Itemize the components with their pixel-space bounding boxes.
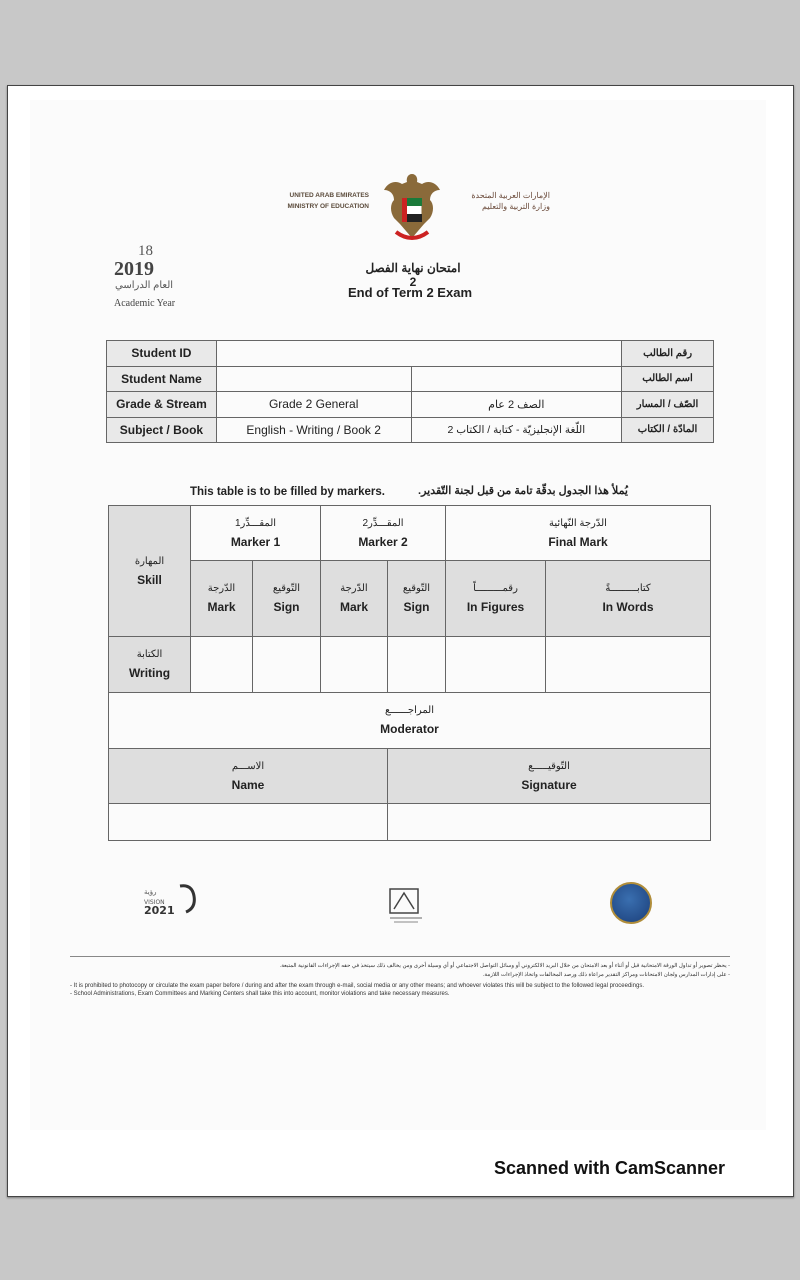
marker2-sign-header: التّوقيع Sign bbox=[388, 561, 446, 637]
writing-marker1-mark[interactable] bbox=[191, 637, 253, 693]
writing-marker1-sign[interactable] bbox=[253, 637, 321, 693]
marker2-header: المقـــدِّر2 Marker 2 bbox=[321, 506, 446, 561]
subject-label: Subject / Book bbox=[107, 417, 217, 443]
markers-note-en: This table is to be filled by markers. bbox=[190, 486, 385, 498]
moderator-signature-field[interactable] bbox=[388, 804, 711, 841]
exam-paper bbox=[30, 100, 766, 1130]
svg-text:رؤية: رؤية bbox=[144, 888, 157, 896]
grade-value-ar: الصف 2 عام bbox=[411, 392, 622, 418]
svg-text:2021: 2021 bbox=[144, 904, 175, 917]
student-id-label: Student ID bbox=[107, 341, 217, 367]
exam-title-ar: امتحان نهاية الفصل 2 bbox=[365, 261, 461, 289]
footer-divider bbox=[70, 956, 730, 957]
legal-warning-ar: - يحظر تصوير أو تداول الورقة الامتحانية قبل أو أثناء أو بعد الامتحان من خلال البريد الالكتروني أو وسائل التواصل الاجتماعي أو أي وسيلة أخرى ومن يخالف ذلك سيتخذ في حقه الإجراءات القانونية المتبعة. - على إدارات المدارس ولجان الامتحانات ومراكز التقدير مراعاة ذلك ورصد المخالفات واتخاذ الإجراءات اللازمة. bbox=[279, 963, 730, 978]
writing-final-words[interactable] bbox=[546, 637, 711, 693]
grade-label: Grade & Stream bbox=[107, 392, 217, 418]
ministry-name-en: UNITED ARAB EMIRATES MINISTRY OF EDUCATION bbox=[287, 192, 369, 210]
vision-2021-logo-icon bbox=[142, 882, 204, 918]
grade-label-ar: الصّف / المسار bbox=[622, 392, 714, 418]
exam-title-en: End of Term 2 Exam bbox=[347, 285, 472, 300]
marker1-mark-header: الدّرجة Mark bbox=[191, 561, 253, 637]
final-mark-header: الدّرجة النّهائية Final Mark bbox=[446, 506, 711, 561]
final-words-header: كتابـــــــــةً In Words bbox=[546, 561, 711, 637]
writing-skill-label: الكتابة Writing bbox=[109, 637, 191, 693]
student-name-field[interactable] bbox=[216, 366, 411, 392]
marker1-sign-header: التّوقيع Sign bbox=[253, 561, 321, 637]
ministry-book-logo-icon bbox=[386, 885, 426, 925]
subject-value-en: English - Writing / Book 2 bbox=[216, 417, 411, 443]
student-name-field-ar[interactable] bbox=[411, 366, 622, 392]
final-figures-header: رقمـــــــــاً In Figures bbox=[446, 561, 546, 637]
moderator-signature-header: التّوقيـــــع Signature bbox=[388, 749, 711, 804]
school-seal-icon bbox=[610, 882, 652, 924]
grade-value-en: Grade 2 General bbox=[216, 392, 411, 418]
moderator-header: المراجــــــع Moderator bbox=[109, 693, 711, 749]
marker2-mark-header: الدّرجة Mark bbox=[321, 561, 388, 637]
ministry-name-ar: الإمارات العربية المتحدة وزارة التربية والتعليم bbox=[471, 191, 550, 211]
moderator-name-field[interactable] bbox=[109, 804, 388, 841]
marks-table bbox=[108, 505, 711, 841]
academic-year: 2019 bbox=[114, 258, 154, 280]
marker1-header: المقـــدِّر1 Marker 1 bbox=[191, 506, 321, 561]
writing-marker2-mark[interactable] bbox=[321, 637, 388, 693]
subject-label-ar: المادّة / الكتاب bbox=[622, 417, 714, 443]
student-id-field[interactable] bbox=[216, 341, 621, 367]
subject-value-ar: اللّغة الإنجليزيّة - كتابة / الكتاب 2 bbox=[411, 417, 622, 443]
svg-text:VISION: VISION bbox=[144, 899, 165, 906]
academic-year-label-en: Academic Year bbox=[114, 298, 176, 309]
academic-year-label-ar: العام الدراسي bbox=[115, 280, 174, 291]
student-id-label-ar: رقم الطالب bbox=[622, 341, 714, 367]
markers-note-ar: يُملأ هذا الجدول بدقّة تامة من قبل لجنة التّقدير. bbox=[418, 485, 628, 497]
legal-warning-en: - It is prohibited to photocopy or circulate the exam paper before / during and after the exam through e-mail, social media or any other means; and whoever violates this will be subject to the followed legal proceedings. - School Administrations, Exam Committees and Marking Centers shall take this into account, monitor violations and take necessary measures. bbox=[70, 983, 644, 997]
writing-final-figures[interactable] bbox=[446, 637, 546, 693]
skill-header: المهارة Skill bbox=[109, 506, 191, 637]
uae-emblem-icon bbox=[382, 168, 442, 248]
student-name-label: Student Name bbox=[107, 366, 217, 392]
moderator-name-header: الاســـم Name bbox=[109, 749, 388, 804]
academic-year-top: 18 bbox=[138, 243, 153, 259]
camscanner-watermark: Scanned with CamScanner bbox=[494, 1158, 726, 1178]
student-name-label-ar: اسم الطالب bbox=[622, 366, 714, 392]
writing-marker2-sign[interactable] bbox=[388, 637, 446, 693]
student-info-table bbox=[106, 340, 714, 443]
